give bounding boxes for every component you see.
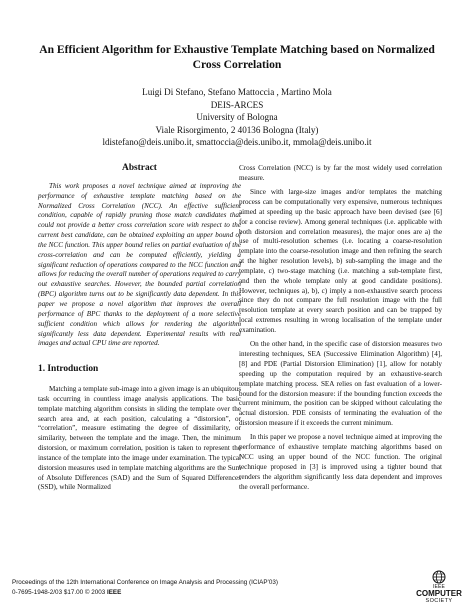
footer-publisher: IEEE [106,588,122,596]
proceedings-footer [12,578,372,597]
author-names: Luigi Di Stefano, Stefano Mattoccia , Martino Mola [142,87,332,97]
left-column [38,164,241,498]
globe-icon [432,570,446,584]
introduction-heading: 1. Introduction [38,364,99,375]
author-block [30,86,444,149]
footer-line-2 [12,588,372,598]
author-emails: ldistefano@deis.unibo.it, smattoccia@deis.unibo.it, mmola@deis.unibo.it [102,137,372,148]
author-department: DEIS-ARCES [210,99,264,110]
logo-line-3: SOCIETY [425,598,453,604]
right-paragraph-2: On the other hand, in the specific case of distorsion measures two interesting techniques, SEA (Successive Elimination Algorithm) [4], [8] and PDE (Partial Distorsion Elimination) [1], allow for notably speeding up the computation required by an exhaustive-search template matching process. SEA relies on fast evaluation of a lower-bound for the distorsion measure: if the bounding function exceeds the current minimum, the position can be skipped without calculating the actual distorsion. PDE consists of terminating the evaluation of the distorsion measure if it exceeds the current minimum. [239,340,442,428]
right-column [239,164,442,497]
abstract-heading: Abstract [122,163,157,173]
author-university: University of Bologna [196,112,278,123]
abstract-text: This work proposes a novel technique aimed at improving the performance of exhaustive template matching based on the Normalized Cross Correlation (NCC). An effective sufficient condition, capable of rapidly pruning those match candidates that could not provide a better cross correlation score with respect to the current best candidate, can be obtained exploiting an upper bound of the NCC function. This upper bound relies on partial evaluation of the cross-correlation and can be computed efficiently, yielding a significant reduction of operations compared to the NCC function and allows for reducing the overall number of operations required to carry out exhaustive searches. However, the bounded partial correlation (BPC) algorithm turns out to be significantly data dependent. In this paper we propose a novel algorithm that improves the overall performance of BPC thanks to the deployment of a more selective sufficient condition which allows for rendering the algorithm significantly less data dependent. Experimental results with real images and actual CPU time are reported. [38,181,241,348]
footer-line-1: Proceedings of the 12th International Conference on Image Analysis and Processing (ICIAP’03) [12,579,279,586]
paper-title: An Efficient Algorithm for Exhaustive Template Matching based on Normalized Cross Correlation [39,43,435,71]
right-paragraph-0: Cross Correlation (NCC) is by far the most widely used correlation measure. [239,164,442,182]
logo-line-2: COMPUTER [416,589,462,598]
footer-isbn: 0-7695-1948-2/03 $17.00 © 2003 [12,588,107,596]
ieee-computer-society-logo [412,570,466,606]
logo-line-1: IEEE [432,584,446,590]
introduction-paragraph-1: Matching a template sub-image into a given image is an ubiquitous task occurring in countless image analysis applications. The basic template matching algorithm consists in sliding the template over the search area and, at each position, calculating a “distorsion”, or “correlation”, measure estimating the degree of dissimilarity, or similarity, between the template and the image. Then, the minimum distorsion, or maximum correlation, position is taken to represent the instance of the template into the image under examination. The typical distorsion measures used in template matching algorithms are the Sum of Absolute Differences (SAD) and the Sum of Squared Differences (SSD), while Normalized [38,385,241,492]
author-address: Viale Risorgimento, 2 40136 Bologna (Italy) [155,124,319,135]
abstract-section [38,182,241,349]
right-paragraph-3: In this paper we propose a novel technique aimed at improving the performance of exhaustive template matching algorithms based on NCC using an upper bound of the NCC function. The original technique proposed in [3] is improved using a tighter bound that renders the algorithm significantly less data dependent and improves the overall performance. [239,433,442,491]
right-paragraph-1: Since with large-size images and/or templates the matching process can be computationally very expensive, numerous techniques aimed at speeding up the basic approach have been devised (see [6] for a concise review). Among general techniques (i.e. applicable with both distorsion and correlation measures), the major ones are a) the use of multi-resolution schemes (i.e. locating a coarse-resolution template into the coarse-resolution image and then refining the search at the higher resolution levels), b) sub-sampling the image and the template, c) two-stage matching (i.e. matching a sub-template first, and then the whole template only at good candidate positions). However, techniques a), b), c) imply a non-exhaustive search process since they do not compare the full resolution image with the full resolution template at every search position and can be trapped by local extremes resulting in wrong localisation of the template under examination. [239,188,442,334]
